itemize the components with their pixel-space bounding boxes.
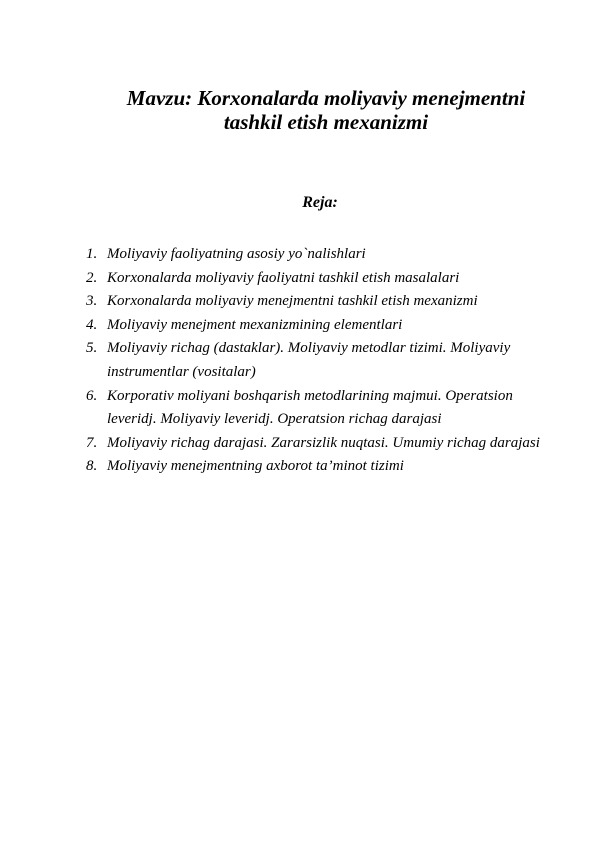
list-item xyxy=(86,267,546,291)
plan-heading: Reja: xyxy=(302,194,338,211)
list-item xyxy=(86,337,546,384)
list-item-text: Korporativ moliyani boshqarish metodlarining majmui. Operatsion leveridj. Moliyaviy leveridj. Operatsion richag darajasi xyxy=(107,387,513,428)
list-item-number: 7. xyxy=(86,434,98,451)
list-item-number: 3. xyxy=(86,293,98,310)
list-item-number: 6. xyxy=(86,387,98,404)
list-item-text: Moliyaviy menejmentning axborot ta’minot tizimi xyxy=(107,458,404,475)
list-item xyxy=(86,243,546,267)
list-item-text: Moliyaviy faoliyatning asosiy yo`nalishlari xyxy=(107,246,366,262)
list-item-number: 8. xyxy=(86,458,98,475)
list-item xyxy=(86,432,546,456)
list-item xyxy=(86,455,546,479)
list-item-number: 2. xyxy=(86,269,98,286)
list-item-text: Moliyaviy menejment mexanizmining elementlari xyxy=(107,316,403,333)
list-item-text: Korxonalarda moliyaviy menejmentni tashkil etish mexanizmi xyxy=(107,293,478,310)
list-item-text: Moliyaviy richag darajasi. Zararsizlik nuqtasi. Umumiy richag darajasi xyxy=(107,434,540,451)
list-item-number: 5. xyxy=(86,340,98,357)
title-line-1: Mavzu: Korxonalarda moliyaviy menejmentni xyxy=(126,86,526,110)
list-item xyxy=(86,385,546,432)
title-line-2: tashkil etish mexanizmi xyxy=(223,110,429,134)
list-item-text: Korxonalarda moliyaviy faoliyatni tashkil etish masalalari xyxy=(107,269,460,286)
list-item xyxy=(86,290,546,314)
list-item-number: 4. xyxy=(86,316,98,333)
document-title xyxy=(86,86,566,134)
plan-list xyxy=(86,243,546,479)
list-item-text: Moliyaviy richag (dastaklar). Moliyaviy metodlar tizimi. Moliyaviy instrumentlar (vositalar) xyxy=(107,340,511,380)
list-item-number: 1. xyxy=(86,246,98,262)
list-item xyxy=(86,314,546,338)
